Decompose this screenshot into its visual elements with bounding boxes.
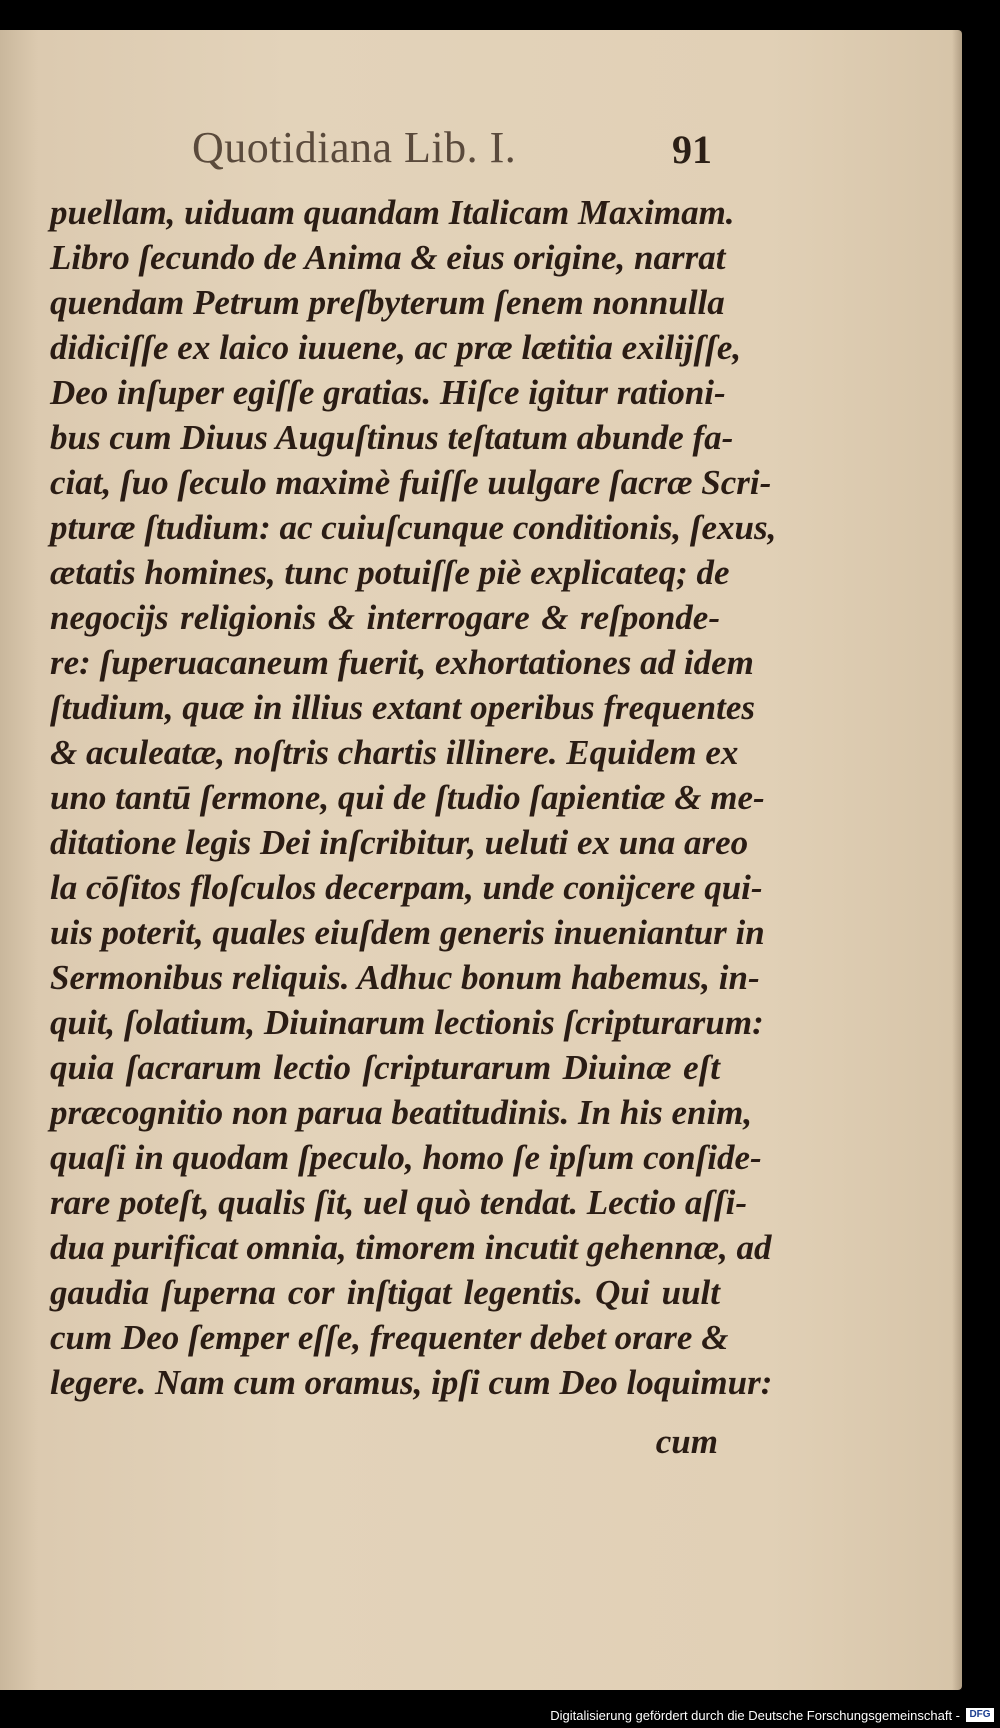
book-page (0, 30, 962, 1690)
text-line: la cōſitos floſculos decerpam, unde conijcere qui- (50, 868, 763, 907)
text-line: quia ſacrarum lectio ſcripturarum Diuinæ eſt (50, 1048, 720, 1087)
text-line: legere. Nam cum oramus, ipſi cum Deo loquimur: (50, 1363, 773, 1402)
text-line: dua purificat omnia, timorem incutit gehennæ, ad (50, 1228, 772, 1267)
text-line: didiciſſe ex laico iuuene, ac præ lætitia exilijſſe, (50, 328, 742, 367)
text-line: quit, ſolatium, Diuinarum lectionis ſcripturarum: (50, 1003, 764, 1042)
text-line: puellam, uiduam quandam Italicam Maximam. (50, 193, 735, 232)
text-line: ciat, ſuo ſeculo maximè fuiſſe uulgare ſacræ Scri- (50, 463, 772, 502)
footer-bar (0, 1706, 1000, 1726)
text-line: ſtudium, quæ in illius extant operibus frequentes (50, 688, 755, 727)
text-line: uno tantū ſermone, qui de ſtudio ſapientiæ & me- (50, 778, 765, 817)
text-line: cum Deo ſemper eſſe, frequenter debet orare & (50, 1318, 729, 1357)
text-line: negocijs religionis & interrogare & reſponde- (50, 598, 720, 637)
text-line: & aculeatæ, noſtris chartis illinere. Equidem ex (50, 733, 739, 772)
text-line: præcognitio non parua beatitudinis. In his enim, (50, 1093, 753, 1132)
page-number: 91 (672, 127, 712, 172)
catchword: cum (655, 1422, 718, 1461)
text-line: Libro ſecundo de Anima & eius origine, narrat (50, 238, 726, 277)
text-line: gaudia ſuperna cor inſtigat legentis. Qui uult (50, 1273, 720, 1312)
text-line: bus cum Diuus Auguſtinus teſtatum abunde fa- (50, 418, 734, 457)
text-line: ditatione legis Dei inſcribitur, ueluti ex una areo (50, 823, 749, 862)
dfg-logo: DFG (966, 1708, 994, 1722)
text-line: ætatis homines, tunc potuiſſe piè explicateq; de (50, 553, 730, 592)
running-head: Quotidiana Lib. I. (192, 123, 517, 172)
text-line: quaſi in quodam ſpeculo, homo ſe ipſum conſide- (50, 1138, 762, 1177)
text-line: re: ſuperuacaneum fuerit, exhortationes ad idem (50, 643, 754, 682)
text-line: quendam Petrum preſbyterum ſenem nonnulla (50, 283, 725, 322)
text-line: uis poterit, quales eiuſdem generis inueniantur in (50, 913, 765, 952)
text-line: Sermonibus reliquis. Adhuc bonum habemus, in- (50, 958, 760, 997)
text-line: pturæ ſtudium: ac cuiuſcunque conditionis, ſexus, (50, 508, 777, 547)
body-text (50, 190, 777, 1405)
digitization-credit: Digitalisierung gefördert durch die Deutsche Forschungsgemeinschaft - (550, 1708, 960, 1723)
text-line: rare poteſt, qualis ſit, uel quò tendat. Lectio aſſi- (50, 1183, 748, 1222)
text-line: Deo inſuper egiſſe gratias. Hiſce igitur rationi- (50, 373, 726, 412)
